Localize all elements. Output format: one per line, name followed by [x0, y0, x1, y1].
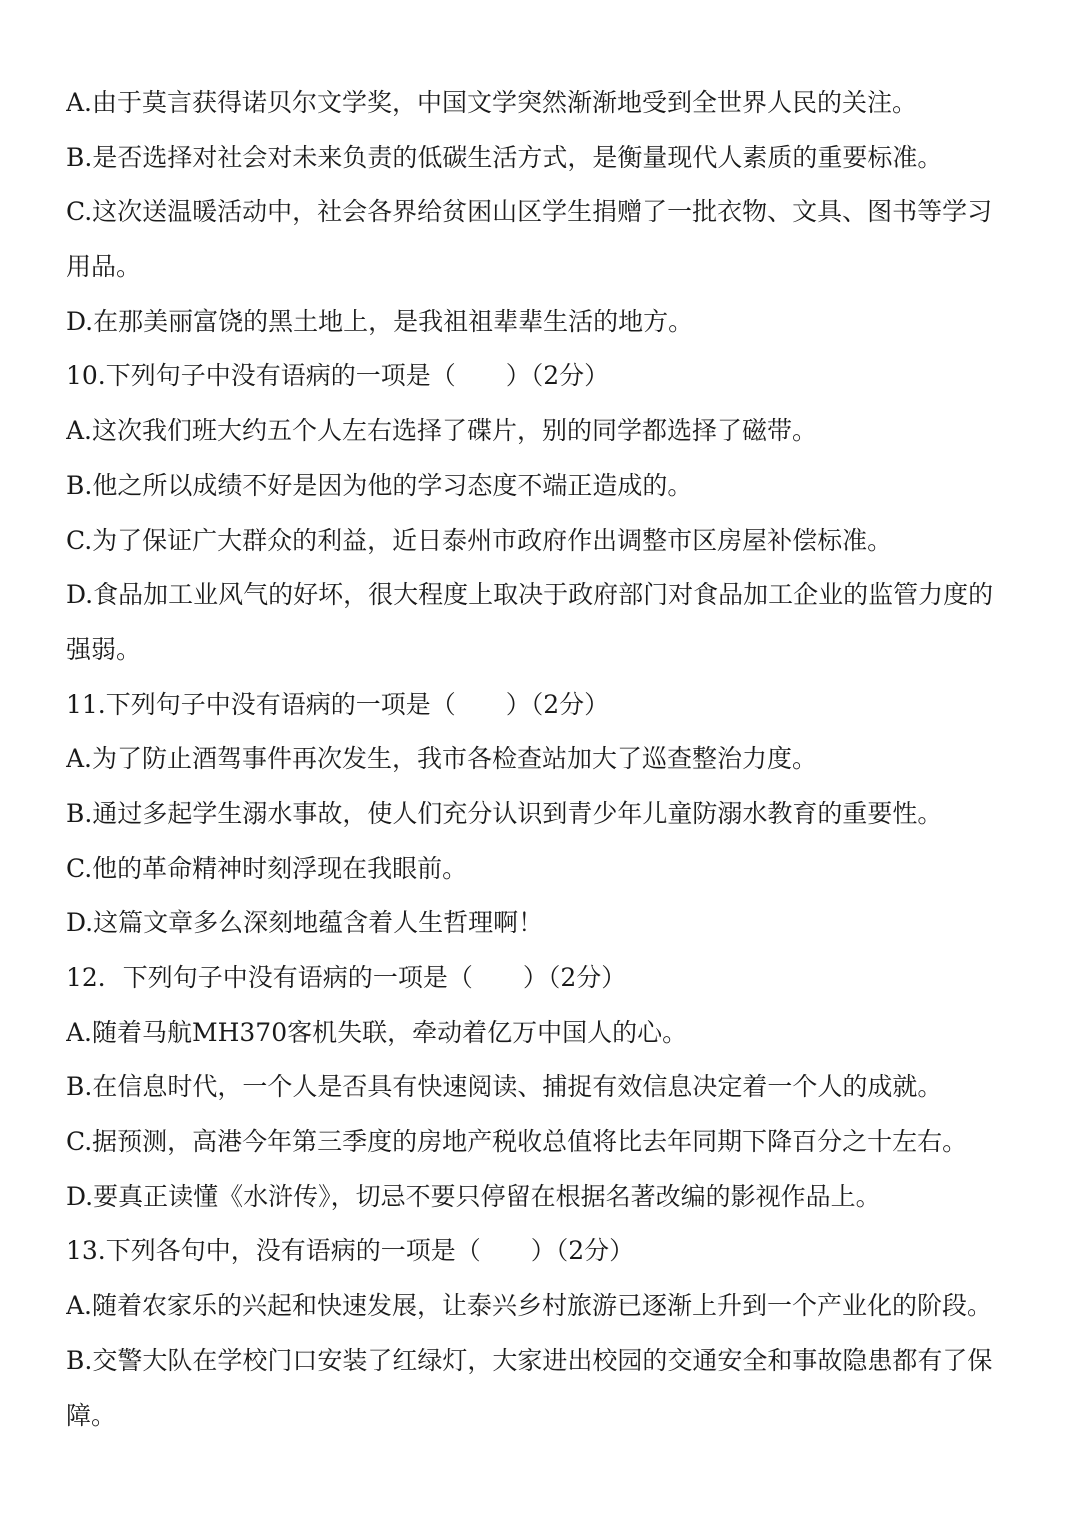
- text-line: B.通过多起学生溺水事故，使人们充分认识到青少年儿童防溺水教育的重要性。: [66, 798, 943, 828]
- text-line: 障。: [66, 1400, 117, 1430]
- text-line: A.为了防止酒驾事件再次发生，我市各检查站加大了巡查整治力度。: [66, 744, 818, 774]
- text-line: A.随着马航MH370客机失联，牵动着亿万中国人的心。: [66, 1017, 688, 1047]
- text-line: C.他的革命精神时刻浮现在我眼前。: [66, 853, 468, 883]
- text-line: D.要真正读懂《水浒传》，切忌不要只停留在根据名著改编的影视作品上。: [66, 1181, 881, 1211]
- text-line: C.这次送温暖活动中，社会各界给贫困山区学生捐赠了一批衣物、文具、图书等学习: [66, 197, 993, 227]
- text-line: 强弱。: [66, 634, 142, 664]
- question-heading: 13.下列各句中，没有语病的一项是（ ）（2分）: [66, 1236, 635, 1266]
- text-line: D.在那美丽富饶的黑土地上，是我祖祖辈辈生活的地方。: [66, 306, 694, 336]
- text-line: B.是否选择对社会对未来负责的低碳生活方式，是衡量现代人素质的重要标准。: [66, 142, 943, 172]
- text-line: A.随着农家乐的兴起和快速发展，让泰兴乡村旅游已逐渐上升到一个产业化的阶段。: [66, 1291, 993, 1321]
- text-line: D.这篇文章多么深刻地蕴含着人生哲理啊！: [66, 908, 544, 938]
- question-heading: 10.下列句子中没有语病的一项是（ ）（2分）: [66, 361, 610, 391]
- question-heading: 11.下列句子中没有语病的一项是（ ）（2分）: [66, 689, 610, 719]
- text-line: B.他之所以成绩不好是因为他的学习态度不端正造成的。: [66, 470, 693, 500]
- text-line: 用品。: [66, 252, 142, 282]
- text-line: B.交警大队在学校门口安装了红绿灯，大家进出校园的交通安全和事故隐患都有了保: [66, 1345, 993, 1375]
- text-line: C.为了保证广大群众的利益，近日泰州市政府作出调整市区房屋补偿标准。: [66, 525, 893, 555]
- text-line: B.在信息时代，一个人是否具有快速阅读、捕捉有效信息决定着一个人的成就。: [66, 1072, 943, 1102]
- text-line: D.食品加工业风气的好坏，很大程度上取决于政府部门对食品加工企业的监管力度的: [66, 580, 994, 610]
- text-line: A.由于莫言获得诺贝尔文学奖，中国文学突然渐渐地受到全世界人民的关注。: [66, 88, 918, 117]
- text-line: A.这次我们班大约五个人左右选择了碟片，别的同学都选择了磁带。: [66, 416, 818, 446]
- text-line: C.据预测，高港今年第三季度的房地产税收总值将比去年同期下降百分之十左右。: [66, 1127, 968, 1157]
- question-heading: 12．下列句子中没有语病的一项是（ ）（2分）: [66, 963, 627, 992]
